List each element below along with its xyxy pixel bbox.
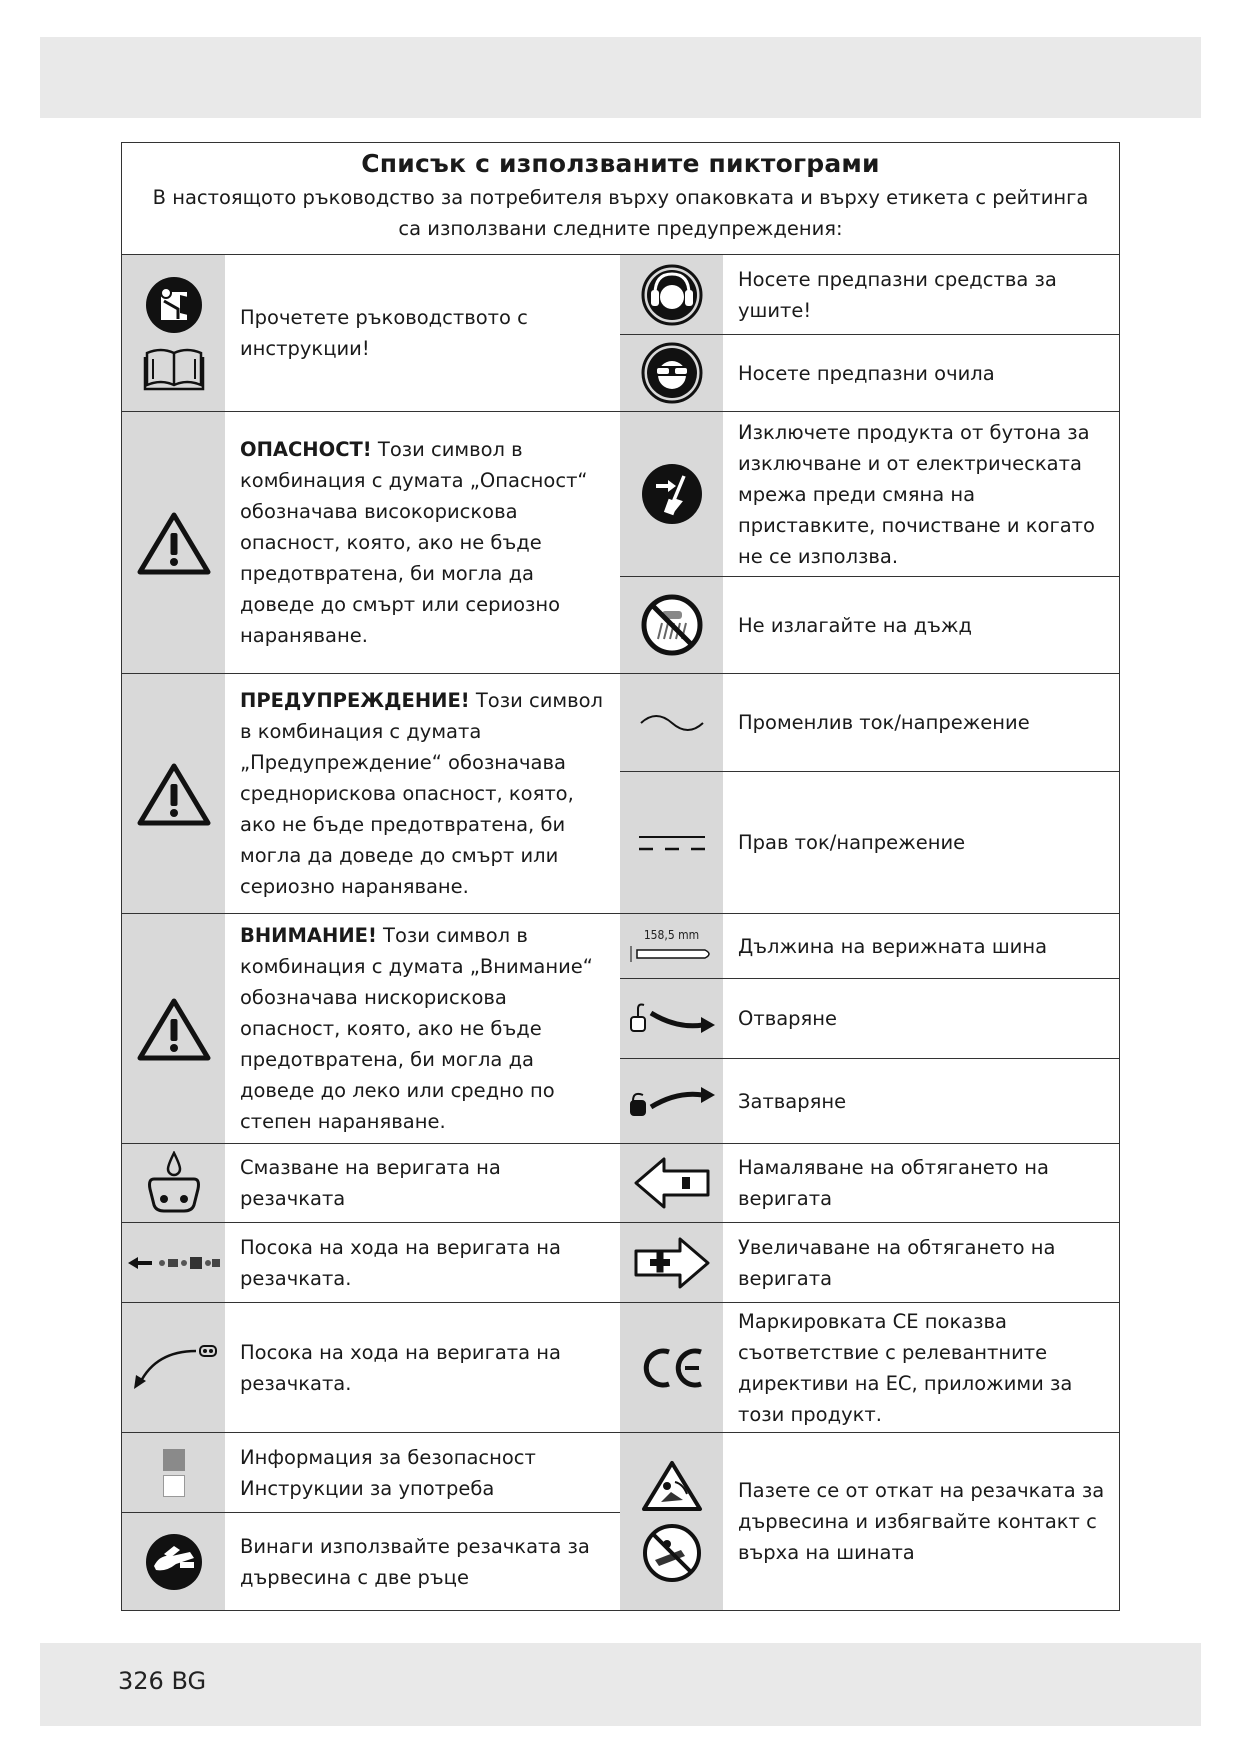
text-read-manual: Прочетете ръководството с инструкции! bbox=[240, 306, 528, 360]
row-unplug bbox=[620, 412, 1119, 577]
text-unplug: Изключете продукта от бутона за изключване и от електрическата мрежа преди смяна на приставките, почистване и когато не се използва. bbox=[738, 420, 1095, 568]
text-safety-info: Информация за безопасност bbox=[240, 1445, 536, 1469]
text-caution: Този символ в комбинация с думата „Внимание“ обозначава нискорискова опасност, която, ако не бъде предотвратена, би могла да доведе до леко или средно по степен нараняване. bbox=[240, 924, 593, 1133]
row-chain-curved bbox=[122, 1303, 620, 1433]
text-instructions: Инструкции за употреба bbox=[240, 1476, 495, 1500]
text-close: Затваряне bbox=[738, 1089, 847, 1113]
label-caution: ВНИМАНИЕ! bbox=[240, 924, 377, 947]
text-chain-curved: Посока на хода на веригата на резачката. bbox=[240, 1340, 562, 1395]
row-read-manual bbox=[122, 255, 620, 412]
text-ear-protection: Носете предпазни средства за ушите! bbox=[738, 267, 1057, 322]
info-squares-icon bbox=[122, 1433, 225, 1512]
row-danger bbox=[122, 412, 620, 674]
text-dc: Прав ток/напрежение bbox=[738, 831, 966, 854]
row-warning bbox=[122, 674, 620, 914]
row-info bbox=[122, 1433, 620, 1513]
row-eye-protection bbox=[620, 335, 1119, 412]
text-warning: Този символ в комбинация с думата „Предупреждение“ обозначава среднорискова опасност, която, ако не бъде предотвратена, би могла да доведе до смърт или сериозно нараняване. bbox=[240, 689, 603, 898]
table-title: Списък с използваните пиктограми bbox=[361, 149, 880, 178]
direct-current-icon bbox=[620, 772, 723, 913]
row-dc bbox=[620, 772, 1119, 914]
open-icon bbox=[620, 979, 723, 1058]
instructions-square bbox=[163, 1475, 185, 1497]
decrease-tension-icon bbox=[620, 1144, 723, 1222]
danger-warning-triangle-icon bbox=[122, 412, 225, 673]
text-chain-direction: Посока на хода на веригата на резачката. bbox=[240, 1235, 562, 1290]
label-warning: ПРЕДУПРЕЖДЕНИЕ! bbox=[240, 689, 470, 712]
alternating-current-icon bbox=[620, 674, 723, 771]
text-kickback: Пазете се от откат на резачката за дървесина и избягвайте контакт с върха на шината bbox=[738, 1479, 1105, 1564]
text-danger: Този символ в комбинация с думата „Опасност“ обозначава високорискова опасност, която, ако не бъде предотвратена, би могла да доведе до смърт или сериозно нараняване. bbox=[240, 438, 588, 647]
row-increase-tension bbox=[620, 1223, 1119, 1303]
chain-oil-drop-icon bbox=[122, 1144, 225, 1222]
pictogram-table bbox=[121, 142, 1120, 1611]
caution-triangle-icon bbox=[122, 914, 225, 1143]
safety-info-square bbox=[163, 1449, 185, 1471]
page-number: 326 BG bbox=[118, 1667, 207, 1695]
unplug-icon bbox=[620, 412, 723, 576]
text-chain-oil: Смазване на веригата на резачката bbox=[240, 1156, 501, 1210]
eye-protection-icon bbox=[620, 335, 723, 411]
row-decrease-tension bbox=[620, 1144, 1119, 1223]
row-ac bbox=[620, 674, 1119, 772]
row-no-rain bbox=[620, 577, 1119, 674]
table-header bbox=[122, 143, 1119, 255]
row-caution bbox=[122, 914, 620, 1144]
chain-direction-arrow-icon bbox=[122, 1223, 225, 1302]
text-two-hands: Винаги използвайте резачката за дървесина с две ръце bbox=[240, 1534, 590, 1589]
row-bar-length bbox=[620, 914, 1119, 979]
text-decrease-tension: Намаляване на обтягането на веригата bbox=[738, 1156, 1049, 1210]
text-ac: Променлив ток/напрежение bbox=[738, 711, 1030, 734]
text-ce: Маркировката CE показва съответствие с релевантните директиви на ЕС, приложими за този продукт. bbox=[738, 1309, 1073, 1426]
text-bar-length: Дължина на верижната шина bbox=[738, 934, 1048, 958]
text-increase-tension: Увеличаване на обтягането на веригата bbox=[738, 1235, 1056, 1290]
row-chain-direction bbox=[122, 1223, 620, 1303]
read-manual-icon bbox=[122, 255, 225, 411]
text-eye-protection: Носете предпазни очила bbox=[738, 361, 995, 385]
row-open bbox=[620, 979, 1119, 1059]
text-open: Отваряне bbox=[738, 1007, 838, 1030]
row-two-hands bbox=[122, 1513, 620, 1610]
text-no-rain: Не излагайте на дъжд bbox=[738, 613, 972, 637]
no-rain-icon bbox=[620, 577, 723, 673]
row-ce bbox=[620, 1303, 1119, 1433]
warning-triangle-icon bbox=[122, 674, 225, 913]
two-hands-icon bbox=[122, 1513, 225, 1610]
footer-band bbox=[40, 1643, 1201, 1726]
label-danger: ОПАСНОСТ! bbox=[240, 438, 372, 461]
table-subtitle: В настоящото ръководство за потребителя върху опаковката и върху етикета с рейтинга са използвани следните предупреждения: bbox=[152, 186, 1089, 240]
row-ear-protection bbox=[620, 255, 1119, 335]
row-kickback bbox=[620, 1433, 1119, 1610]
ear-protection-icon bbox=[620, 255, 723, 334]
ce-mark-icon bbox=[620, 1303, 723, 1432]
row-chain-oil bbox=[122, 1144, 620, 1223]
bar-length-value: 158,5 mm bbox=[643, 928, 700, 942]
increase-tension-icon bbox=[620, 1223, 723, 1302]
header-band bbox=[40, 37, 1201, 118]
bar-length-icon bbox=[620, 914, 723, 978]
close-icon bbox=[620, 1059, 723, 1143]
row-close bbox=[620, 1059, 1119, 1144]
chain-curved-arrow-icon bbox=[122, 1303, 225, 1432]
kickback-warning-icon bbox=[620, 1433, 723, 1610]
